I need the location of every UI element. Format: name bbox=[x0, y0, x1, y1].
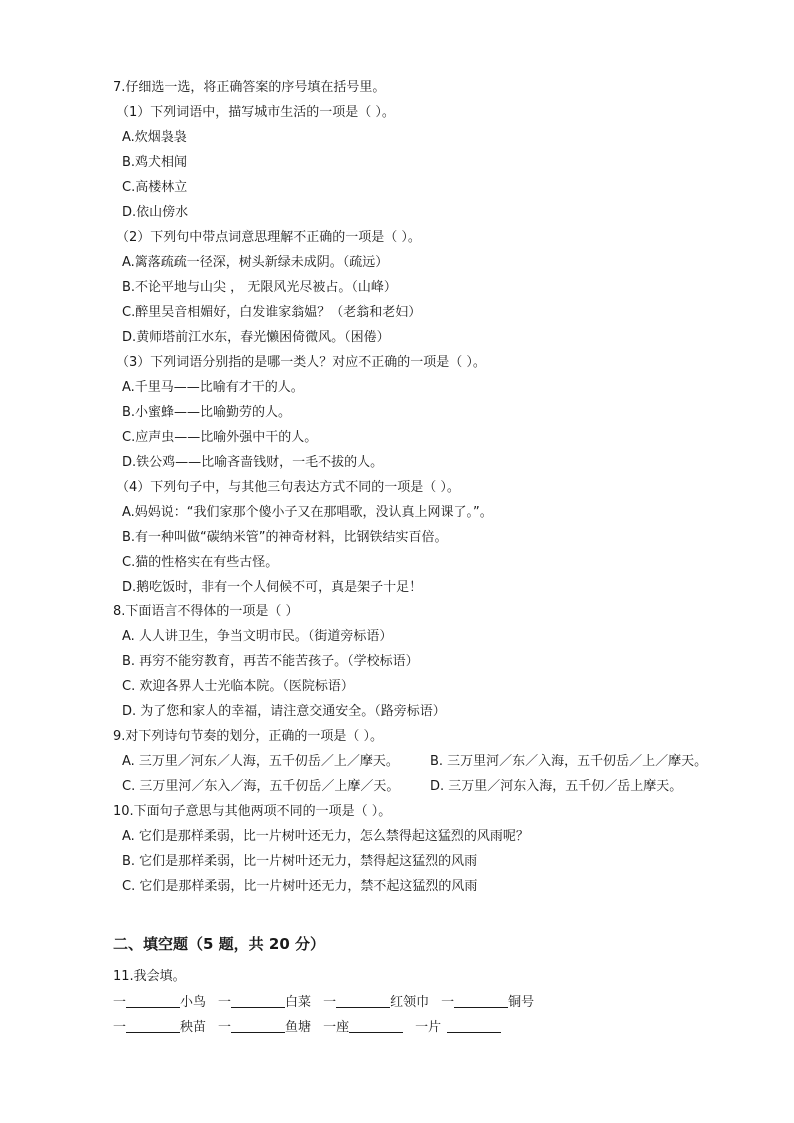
q7-4-option-c[interactable]: C.猫的性格实在有些古怪。 bbox=[122, 555, 279, 570]
q11-row-1 bbox=[113, 993, 534, 1012]
q11-r2-prefix-1: 一 bbox=[113, 1020, 127, 1035]
q11-r2-prefix-2: 一 bbox=[218, 1020, 232, 1035]
q7-2-option-c[interactable]: C.醉里吴音相媚好，白发谁家翁媪？（老翁和老妇） bbox=[122, 305, 422, 320]
q11-r2-blank-2[interactable] bbox=[231, 1018, 285, 1033]
q11-r1-word-2: 白菜 bbox=[285, 995, 312, 1010]
q7-4-stem: （4）下列句子中，与其他三句表达方式不同的一项是（ ）。 bbox=[116, 480, 460, 495]
q7-3-option-c[interactable]: C.应声虫——比喻外强中干的人。 bbox=[122, 430, 318, 445]
q11-r1-blank-1[interactable] bbox=[126, 993, 180, 1008]
q7-4-option-a[interactable]: A.妈妈说：“我们家那个傻小子又在那唱歌，没认真上网课了。”。 bbox=[122, 505, 493, 520]
q9-option-b[interactable]: B. 三万里河／东／入海，五千仞岳／上／摩天。 bbox=[430, 754, 708, 769]
q11-r1-blank-2[interactable] bbox=[231, 993, 285, 1008]
q11-r1-prefix-1: 一 bbox=[113, 995, 127, 1010]
q7-title: 7.仔细选一选，将正确答案的序号填在括号里。 bbox=[113, 80, 386, 95]
q7-3-option-d[interactable]: D.铁公鸡——比喻吝啬钱财，一毛不拔的人。 bbox=[122, 455, 384, 470]
q9-stem: 9.对下列诗句节奏的划分，正确的一项是（ ）。 bbox=[113, 729, 384, 744]
q7-2-option-b[interactable]: B.不论平地与山尖 ， 无限风光尽被占。（山峰） bbox=[122, 280, 397, 295]
q7-2-stem: （2）下列句中带点词意思理解不正确的一项是（ ）。 bbox=[116, 230, 421, 245]
q7-1-option-a[interactable]: A.炊烟袅袅 bbox=[122, 130, 187, 145]
q7-3-stem: （3）下列词语分别指的是哪一类人？对应不正确的一项是（ ）。 bbox=[116, 355, 486, 370]
q9-option-c[interactable]: C. 三万里河／东入／海，五千仞岳／上摩／天。 bbox=[122, 779, 400, 794]
q7-3-option-b[interactable]: B.小蜜蜂——比喻勤劳的人。 bbox=[122, 405, 292, 420]
q11-r1-blank-3[interactable] bbox=[336, 993, 390, 1008]
q10-option-a[interactable]: A. 它们是那样柔弱，比一片树叶还无力，怎么禁得起这猛烈的风雨呢？ bbox=[122, 829, 529, 844]
q11-r2-prefix-4: 一片 bbox=[415, 1020, 442, 1035]
q7-3-option-a[interactable]: A.千里马——比喻有才干的人。 bbox=[122, 380, 304, 395]
q11-r1-word-3: 红领巾 bbox=[390, 995, 430, 1010]
q11-row-2 bbox=[113, 1018, 501, 1037]
q11-r2-word-1: 秧苗 bbox=[180, 1020, 207, 1035]
q11-r1-prefix-4: 一 bbox=[441, 995, 455, 1010]
section-title: 二、填空题（5 题，共 20 分） bbox=[113, 935, 325, 953]
q11-r2-blank-4[interactable] bbox=[447, 1018, 501, 1033]
q11-r2-blank-3[interactable] bbox=[349, 1018, 403, 1033]
q8-option-c[interactable]: C. 欢迎各界人士光临本院。（医院标语） bbox=[122, 679, 354, 694]
q7-1-option-b[interactable]: B.鸡犬相闻 bbox=[122, 155, 188, 170]
q9-option-a[interactable]: A. 三万里／河东／人海，五千仞岳／上／摩天。 bbox=[122, 754, 399, 769]
q7-1-stem: （1）下列词语中，描写城市生活的一项是（ ）。 bbox=[116, 105, 395, 120]
q11-stem: 11.我会填。 bbox=[113, 969, 186, 984]
q7-2-option-d[interactable]: D.黄师塔前江水东，春光懒困倚微风。（困倦） bbox=[122, 330, 390, 345]
q7-4-option-d[interactable]: D.鹅吃饭时，非有一个人伺候不可，真是架子十足！ bbox=[122, 580, 423, 595]
q10-option-c[interactable]: C. 它们是那样柔弱，比一片树叶还无力，禁不起这猛烈的风雨 bbox=[122, 879, 478, 894]
q11-r2-word-2: 鱼塘 bbox=[285, 1020, 312, 1035]
q7-1-option-d[interactable]: D.依山傍水 bbox=[122, 205, 189, 220]
q8-option-b[interactable]: B. 再穷不能穷教育，再苦不能苦孩子。（学校标语） bbox=[122, 654, 419, 669]
q11-r1-word-1: 小鸟 bbox=[180, 995, 207, 1010]
q11-r1-blank-4[interactable] bbox=[454, 993, 508, 1008]
q11-r1-word-4: 铜号 bbox=[508, 995, 535, 1010]
q7-1-option-c[interactable]: C.高楼林立 bbox=[122, 180, 188, 195]
q7-2-option-a[interactable]: A.篱落疏疏一径深，树头新绿未成阴。（疏远） bbox=[122, 255, 389, 270]
q7-4-option-b[interactable]: B.有一种叫做“碳纳米管”的神奇材料，比钢铁结实百倍。 bbox=[122, 530, 448, 545]
q11-r2-prefix-3: 一座 bbox=[323, 1020, 350, 1035]
q8-option-d[interactable]: D. 为了您和家人的幸福，请注意交通安全。（路旁标语） bbox=[122, 704, 446, 719]
q8-option-a[interactable]: A. 人人讲卫生，争当文明市民。（街道旁标语） bbox=[122, 629, 393, 644]
q11-r1-prefix-2: 一 bbox=[218, 995, 232, 1010]
q11-r2-blank-1[interactable] bbox=[126, 1018, 180, 1033]
q10-stem: 10.下面句子意思与其他两项不同的一项是（ ）。 bbox=[113, 804, 392, 819]
q10-option-b[interactable]: B. 它们是那样柔弱，比一片树叶还无力，禁得起这猛烈的风雨 bbox=[122, 854, 478, 869]
q8-stem: 8.下面语言不得体的一项是（ ） bbox=[113, 604, 299, 619]
q11-r1-prefix-3: 一 bbox=[323, 995, 337, 1010]
q9-option-d[interactable]: D. 三万里／河东入海，五千仞／岳上摩天。 bbox=[430, 779, 683, 794]
